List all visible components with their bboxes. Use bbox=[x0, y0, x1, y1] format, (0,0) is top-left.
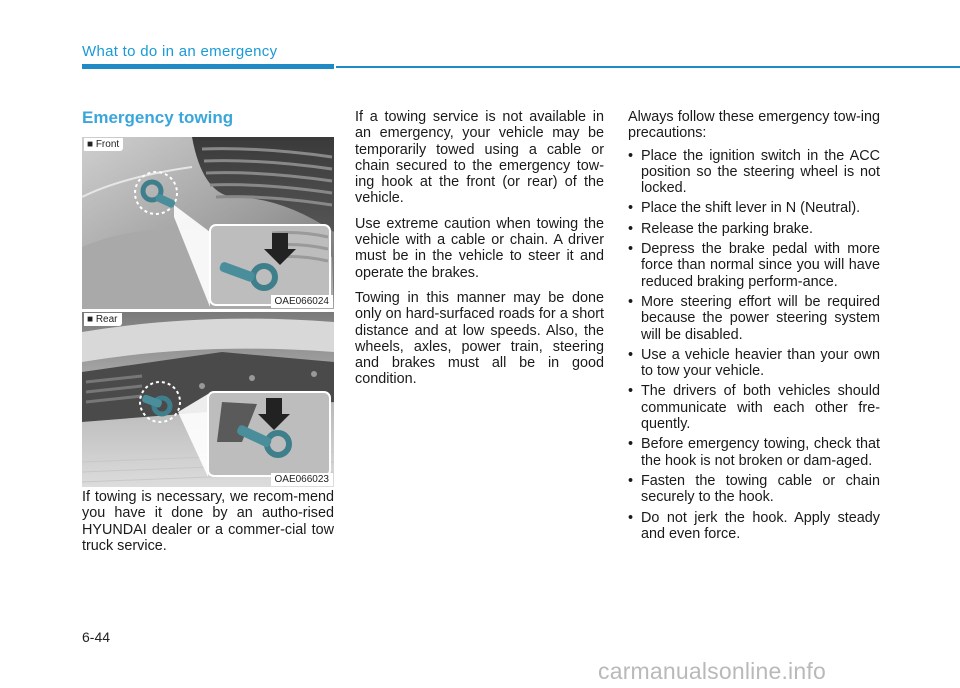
list-item: • Place the shift lever in N (Neutral). bbox=[628, 200, 861, 217]
towing-info-column bbox=[355, 109, 604, 397]
page-title: Emergency towing bbox=[82, 108, 234, 127]
figure-front bbox=[82, 137, 334, 309]
paragraph: If a towing service is not available in an emergency, your vehicle may be temporarily towed using a cable or chain secured to the emergency tow-ing hook at the front (or rear) of the vehicle. bbox=[355, 109, 604, 207]
figure-rear-tag: ■ Rear bbox=[84, 313, 122, 326]
watermark: carmanualsonline.info bbox=[598, 658, 826, 684]
figure-front-tag: ■ Front bbox=[84, 138, 123, 151]
header-bar-dark bbox=[82, 64, 334, 69]
figure-rear bbox=[82, 312, 334, 487]
list-item: • Do not jerk the hook. Apply steady and even force. bbox=[628, 509, 880, 542]
list-item: • Before emergency towing, check that the hook is not broken or dam-aged. bbox=[628, 436, 880, 469]
paragraph: Use extreme caution when towing the vehicle with a cable or chain. A driver must be in the vehicle to steer it and operate the brakes. bbox=[355, 215, 604, 281]
precautions-column bbox=[628, 109, 880, 546]
intro-paragraph: If towing is necessary, we recom-mend you have it done by an autho-rised HYUNDAI dealer or a commer-cial tow truck service. bbox=[82, 489, 334, 554]
front-bumper-illustration bbox=[82, 137, 334, 309]
page-number: 6-44 bbox=[82, 629, 111, 645]
figure-front-code: OAE066024 bbox=[271, 295, 334, 308]
header-section-title: What to do in an emergency bbox=[82, 43, 278, 60]
list-item: • Depress the brake pedal with more force than normal since you will have reduced braking perform-ance. bbox=[628, 241, 880, 290]
list-item: • Release the parking brake. bbox=[628, 220, 813, 237]
precautions-list bbox=[628, 148, 880, 543]
list-item: • Use a vehicle heavier than your own to tow your vehicle. bbox=[628, 346, 880, 380]
list-item: • Fasten the towing cable or chain securely to the hook. bbox=[628, 472, 880, 506]
figure-rear-code: OAE066023 bbox=[271, 473, 334, 486]
paragraph: Towing in this manner may be done only on hard-surfaced roads for a short distance and at low speeds. Also, the wheels, axles, power train, steering and brakes must all be in good condition. bbox=[355, 289, 604, 388]
list-item: • More steering effort will be required because the power steering system will be disabled. bbox=[628, 293, 880, 343]
list-item: • The drivers of both vehicles should communicate with each other fre-quently. bbox=[628, 383, 880, 433]
intro-column bbox=[82, 489, 334, 563]
precautions-intro: Always follow these emergency tow-ing precautions: bbox=[628, 109, 880, 142]
header-bar-light bbox=[336, 66, 960, 68]
list-item: • Place the ignition switch in the ACC position so the steering wheel is not locked. bbox=[628, 147, 880, 197]
rear-bumper-illustration bbox=[82, 312, 334, 487]
